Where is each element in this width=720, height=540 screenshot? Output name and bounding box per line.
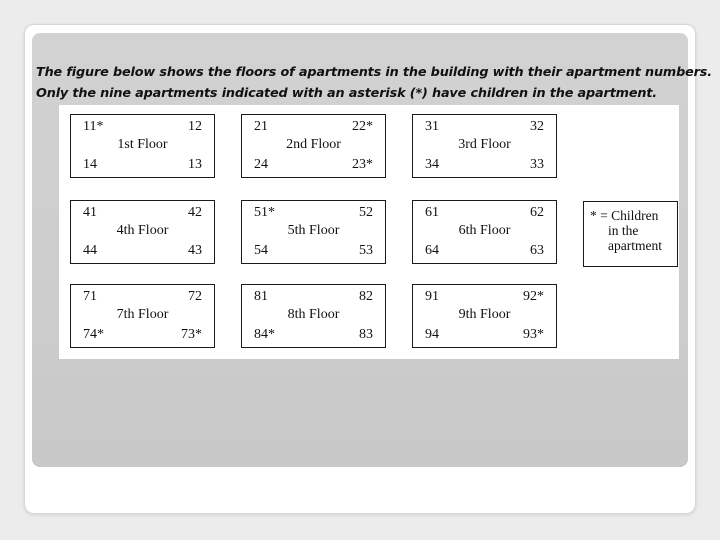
caption-line-1: The figure below shows the floors of apartments in the building with their apartment numbers.	[36, 65, 712, 80]
legend-line-1: * = Children	[590, 208, 659, 223]
apartment-number: 94	[425, 327, 439, 342]
floor-label: 7th Floor	[116, 307, 169, 322]
apartment-number: 24	[254, 157, 268, 172]
apartment-number: 43	[188, 243, 202, 258]
apartment-number: 64	[425, 243, 439, 258]
apartment-number: 61	[425, 205, 439, 220]
apartment-number: 13	[188, 157, 202, 172]
floor-diagram	[59, 105, 679, 359]
floor-label: 2nd Floor	[286, 137, 341, 152]
legend-line-2: in the	[608, 223, 639, 238]
apartment-number: 91	[425, 289, 439, 304]
apartment-number: 42	[188, 205, 202, 220]
floor-label: 1st Floor	[117, 137, 168, 152]
floor-label: 4th Floor	[116, 223, 169, 238]
caption	[36, 63, 712, 104]
apartment-number: 84*	[254, 327, 275, 342]
apartment-number: 34	[425, 157, 439, 172]
floor-label: 5th Floor	[287, 223, 340, 238]
apartment-number: 51*	[254, 205, 275, 220]
floor-box	[70, 114, 215, 178]
apartment-number: 33	[530, 157, 544, 172]
apartment-number: 22*	[352, 119, 373, 134]
apartment-number: 12	[188, 119, 202, 134]
apartment-number: 72	[188, 289, 202, 304]
legend-line-3: apartment	[608, 238, 662, 253]
floor-box	[241, 200, 386, 264]
apartment-number: 52	[359, 205, 373, 220]
apartment-number: 82	[359, 289, 373, 304]
apartment-number: 83	[359, 327, 373, 342]
apartment-number: 53	[359, 243, 373, 258]
apartment-number: 32	[530, 119, 544, 134]
caption-line-2: Only the nine apartments indicated with an asterisk (*) have children in the apartment.	[36, 85, 658, 101]
apartment-number: 73*	[181, 327, 202, 342]
apartment-number: 63	[530, 243, 544, 258]
apartment-number: 11*	[83, 119, 104, 134]
legend-text	[590, 208, 662, 253]
floor-box	[412, 200, 557, 264]
apartment-number: 81	[254, 289, 268, 304]
floor-label: 8th Floor	[287, 307, 340, 322]
floor-box	[70, 284, 215, 348]
floor-label: 9th Floor	[458, 307, 511, 322]
apartment-number: 44	[83, 243, 97, 258]
apartment-number: 71	[83, 289, 97, 304]
apartment-number: 93*	[523, 327, 544, 342]
apartment-number: 74*	[83, 327, 104, 342]
apartment-number: 54	[254, 243, 268, 258]
apartment-number: 21	[254, 119, 268, 134]
floor-box	[412, 114, 557, 178]
floor-box	[241, 284, 386, 348]
floor-box	[241, 114, 386, 178]
apartment-number: 92*	[523, 289, 544, 304]
floor-box	[70, 200, 215, 264]
apartment-number: 31	[425, 119, 439, 134]
legend-box	[583, 201, 678, 267]
apartment-number: 23*	[352, 157, 373, 172]
floor-label: 6th Floor	[458, 223, 511, 238]
apartment-number: 14	[83, 157, 97, 172]
apartment-number: 62	[530, 205, 544, 220]
floor-box	[412, 284, 557, 348]
floor-label: 3rd Floor	[458, 137, 511, 152]
apartment-number: 41	[83, 205, 97, 220]
